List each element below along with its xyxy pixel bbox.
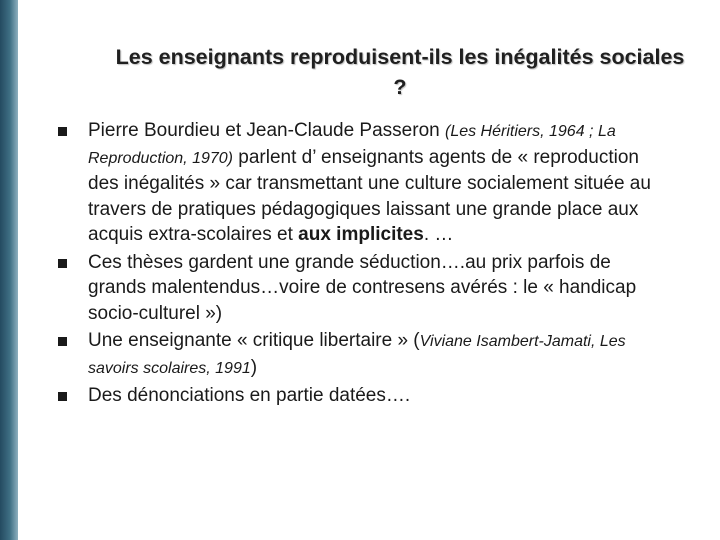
- bullet-text-continued: parlent d’ enseignants agents de « reproduction des inégalités » car transmettant une culture socialement située au travers de pratiques pédagogiques laissant une grande place aux acquis extra-scolaires et: [88, 146, 651, 245]
- slide-title-line-2: ?: [393, 75, 407, 99]
- bullet-item-enseignante: [58, 328, 658, 381]
- bullet-text: Pierre Bourdieu et Jean-Claude Passeron: [88, 120, 445, 141]
- bullet-text-end: . …: [423, 224, 454, 245]
- square-bullet-icon: [58, 259, 67, 268]
- bullet-item-bourdieu: [58, 118, 658, 248]
- bullet-item-denonciations: [58, 383, 658, 409]
- bullet-text: Des dénonciations en partie datées….: [88, 385, 411, 406]
- square-bullet-icon: [58, 127, 67, 136]
- slide-title-line-1: Les enseignants reproduisent-ils les inégalités sociales: [115, 45, 685, 69]
- bullet-text: Une enseignante « critique libertaire » (: [88, 330, 420, 351]
- emphasis-text: aux implicites: [298, 224, 424, 245]
- left-accent-bar: [0, 0, 18, 540]
- square-bullet-icon: [58, 337, 67, 346]
- citation-text: Viviane Isambert-Jamati, Les savoirs scolaires, 1991: [88, 333, 626, 377]
- bullet-text-end: ): [250, 356, 258, 378]
- bullet-list: [58, 118, 658, 411]
- citation-text: (Les Héritiers, 1964 ; La Reproduction, 1970): [88, 123, 616, 167]
- bullet-item-theses: [58, 250, 658, 327]
- slide-title: [60, 42, 720, 102]
- square-bullet-icon: [58, 392, 67, 401]
- bullet-text: Ces thèses gardent une grande séduction….au prix parfois de grands malentendus…voire de contresens avérés : le « handicap socio-culturel »): [88, 251, 637, 324]
